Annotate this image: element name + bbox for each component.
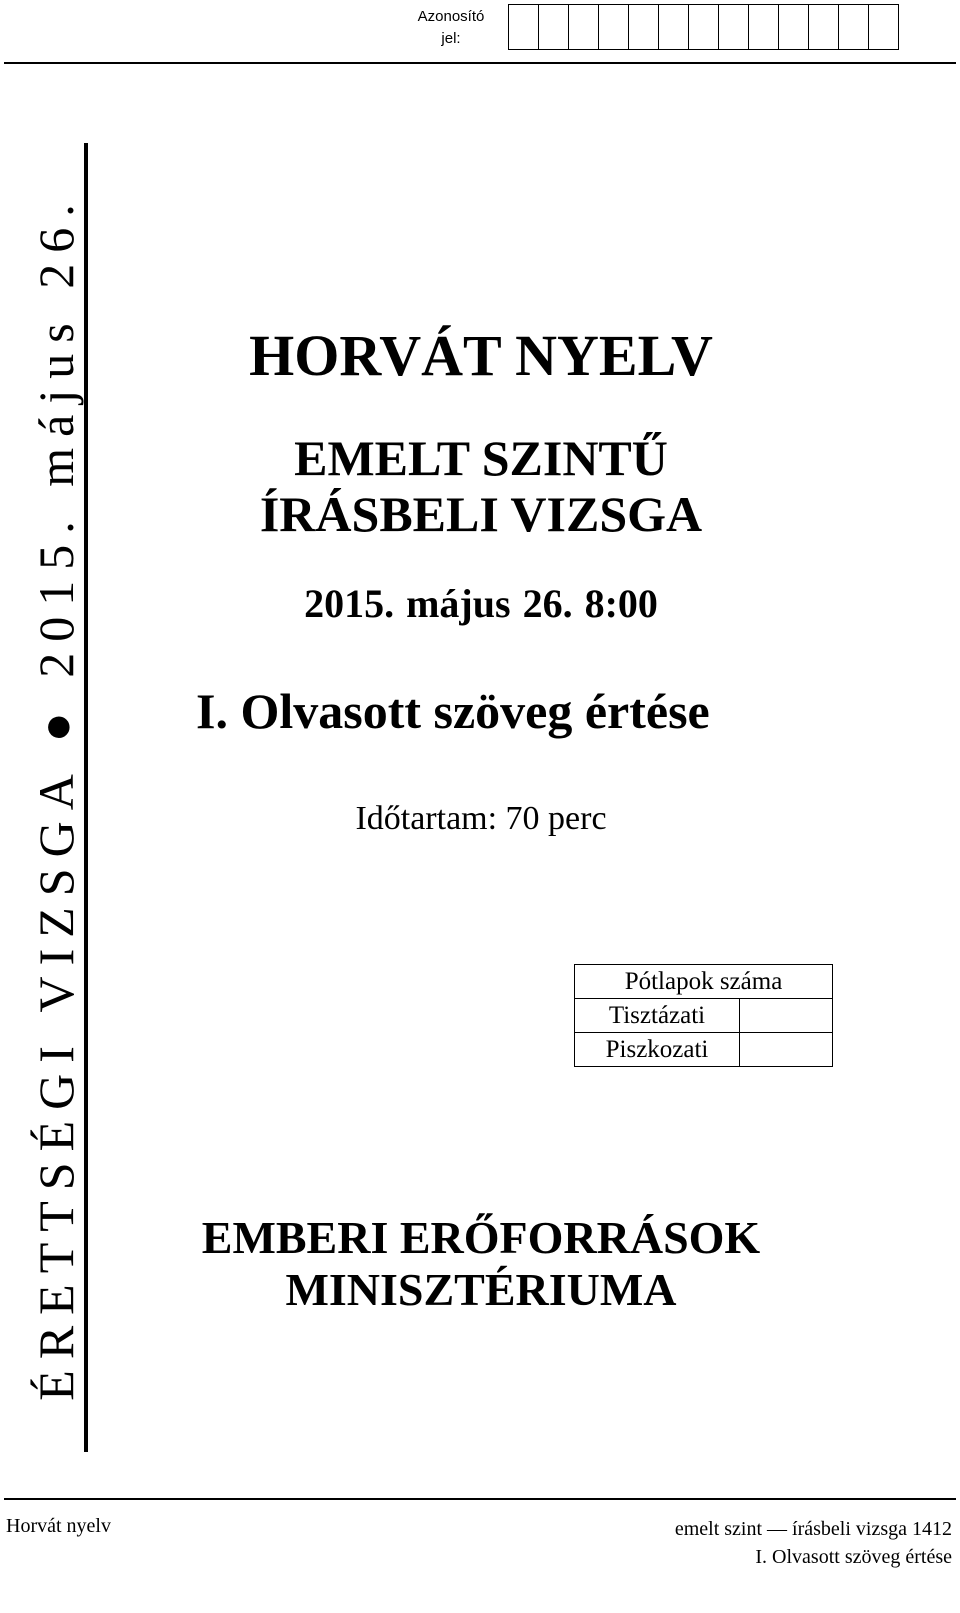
identifier-label — [404, 6, 498, 50]
identifier-box[interactable] — [749, 4, 779, 50]
side-banner-text: ÉRETTSÉGI VIZSGA ● 2015. május 26. — [28, 193, 84, 1401]
extra-sheets-row — [575, 999, 833, 1033]
header-divider — [4, 62, 956, 64]
extra-sheets-label-clean: Tisztázati — [575, 999, 740, 1033]
exam-part-title: I. Olvasott szöveg értése — [196, 683, 710, 739]
exam-level-line1: EMELT SZINTŰ — [294, 430, 668, 486]
extra-sheets-table — [574, 964, 833, 1067]
extra-sheets-count-clean[interactable] — [740, 999, 833, 1033]
extra-sheets-row — [575, 1033, 833, 1067]
footer-info-line2: I. Olvasott szöveg értése — [755, 1546, 952, 1568]
exam-level-line2: ÍRÁSBELI VIZSGA — [259, 486, 703, 542]
identifier-boxes[interactable] — [508, 4, 899, 50]
extra-sheets-label-draft: Piszkozati — [575, 1033, 740, 1067]
footer-subject: Horvát nyelv — [6, 1515, 111, 1537]
identifier-box[interactable] — [509, 4, 539, 50]
identifier-box[interactable] — [689, 4, 719, 50]
ministry-name — [96, 1212, 866, 1316]
exam-datetime: 2015. május 26. 8:00 — [304, 581, 658, 626]
identifier-box[interactable] — [809, 4, 839, 50]
ministry-name-line2: MINISZTÉRIUMA — [285, 1264, 677, 1315]
identifier-label-line1: Azonosító — [417, 8, 485, 25]
footer-info-line1: emelt szint — írásbeli vizsga 1412 — [674, 1518, 952, 1540]
identifier-box[interactable] — [599, 4, 629, 50]
footer-divider — [4, 1498, 956, 1500]
identifier-box[interactable] — [779, 4, 809, 50]
identifier-box[interactable] — [539, 4, 569, 50]
identifier-box[interactable] — [569, 4, 599, 50]
exam-level — [96, 430, 866, 542]
identifier-label-line2: jel: — [441, 30, 461, 47]
identifier-box[interactable] — [869, 4, 899, 50]
extra-sheets-header-row — [575, 965, 833, 999]
side-banner-rule — [84, 143, 88, 1452]
identifier-box[interactable] — [719, 4, 749, 50]
ministry-name-line1: EMBERI ERŐFORRÁSOK — [201, 1212, 761, 1263]
identifier-box[interactable] — [629, 4, 659, 50]
footer-info — [675, 1515, 952, 1571]
side-banner — [20, 143, 92, 1452]
exam-duration: Időtartam: 70 perc — [355, 800, 607, 837]
exam-subject: HORVÁT NYELV — [249, 323, 713, 388]
identifier-box[interactable] — [659, 4, 689, 50]
extra-sheets-header: Pótlapok száma — [575, 965, 833, 999]
identifier-box[interactable] — [839, 4, 869, 50]
extra-sheets-count-draft[interactable] — [740, 1033, 833, 1067]
